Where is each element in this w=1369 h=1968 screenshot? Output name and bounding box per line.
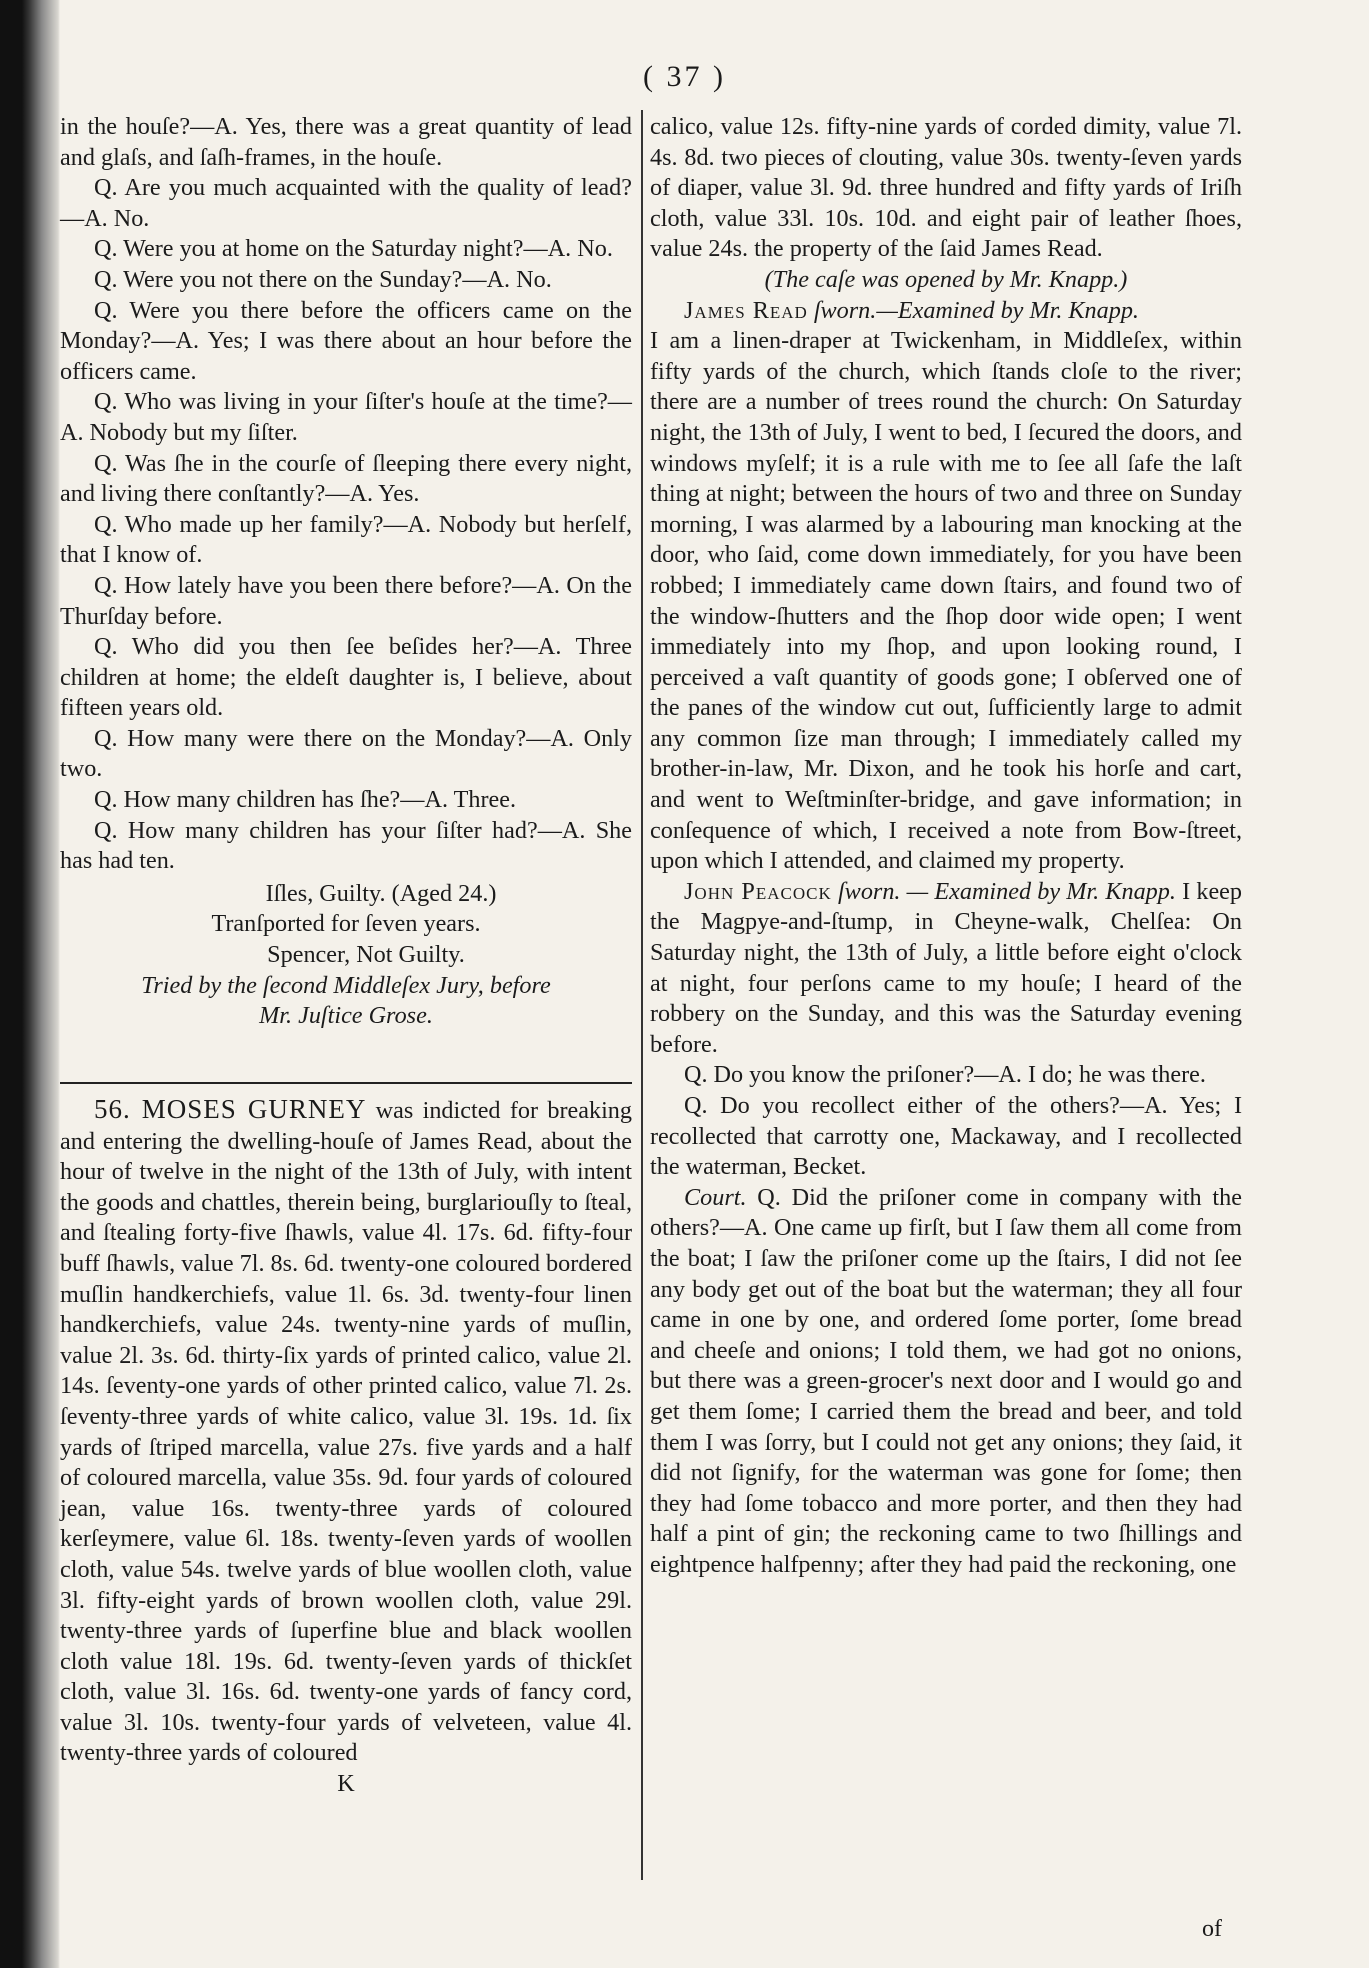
testimony-paragraph: Q. How many children has ſhe?—A. Three. <box>94 786 517 814</box>
case-block <box>60 1094 632 1800</box>
catchword: of <box>1202 1916 1222 1942</box>
case-heading: 56. MOSES GURNEY <box>94 1094 367 1124</box>
testimony-paragraph: Q. Were you not there on the Sunday?—A. No. <box>94 265 552 293</box>
sworn-note: ſworn. — Examined by Mr. Knapp. <box>831 877 1176 905</box>
right-column <box>650 112 1242 1581</box>
testimony-paragraph: Q. Are you much acquainted with the quality of lead?—A. No. <box>60 174 632 232</box>
court-paragraph <box>650 1183 1242 1581</box>
testimony-paragraph: Q. Were you at home on the Saturday night?—A. No. <box>94 235 613 263</box>
testimony-text: I keep the Magpye-and-ſtump, in Cheyne-walk, Chelſea: On Saturday night, the 13th of July, a little before eight o'clock at night, four perſons came to my houſe; I heard of the robbery on the Sunday, and this was the Saturday evening before. <box>650 877 1243 1058</box>
testimony-paragraph: Q. Were you there before the officers came on the Monday?—A. Yes; I was there about an hour before the officers came. <box>60 296 632 385</box>
sentence-line: Tranſported for ſeven years. <box>211 910 481 938</box>
witness-peacock-paragraph <box>650 877 1242 1061</box>
testimony-paragraph: in the houſe?—A. Yes, there was a great quantity of lead and glaſs, and ſaſh-frames, in the houſe. <box>60 113 632 171</box>
testimony-paragraph: I am a linen-draper at Twickenham, in Middleſex, within fifty yards of the church, which ſtands cloſe to the river; there are a number of trees round the church: On Saturday night, the 13th of July, I went to bed, I ſecured the doors, and windows myſelf; it is a rule with me to ſee all ſafe the laſt thing at night; between the hours of two and three on Sunday morning, I was alarmed by a labouring man knocking at the door, who ſaid, come down immediately, for you have been robbed; I immediately came down ſtairs, and found two of the window-ſhutters and the ſhop door wide open; I went immediately into my ſhop, and upon looking round, I perceived a vaſt quantity of goods gone; I obſerved one of the panes of the window cut out, ſufficiently large to admit any common ſize man through; I immediately called my brother-in-law, Mr. Dixon, and he took his horſe and cart, and went to Weſtminſter-bridge, and gave information; in conſequence of which, I received a note from Bow-ſtreet, upon which I attended, and claimed my property. <box>650 327 1242 875</box>
signature-mark: K <box>337 1770 355 1798</box>
witness-name: James Read <box>684 296 808 324</box>
testimony-paragraph: Q. How many were there on the Monday?—A. Only two. <box>60 724 632 783</box>
binding-shadow <box>0 0 60 1968</box>
column-divider <box>641 110 643 1880</box>
testimony-paragraph: Q. Who made up her family?—A. Nobody but herſelf, that I know of. <box>60 510 632 569</box>
verdict-line: Spencer, Not Guilty. <box>267 941 465 969</box>
page-number: ( 37 ) <box>643 60 726 93</box>
left-column <box>60 112 632 1032</box>
section-rule <box>60 1082 632 1084</box>
indictment-text: was indicted for breaking and entering the dwelling-houſe of James Read, about the hour of twelve in the night of the 13th of July, with intent the goods and chattles, therein being, burglariouſly to ſteal, and ſtealing forty-five ſhawls, value 4l. 17s. 6d. fifty-four buff ſhawls, value 7l. 8s. 6d. twenty-one coloured bordered muſlin handkerchiefs, value 1l. 6s. 3d. twenty-four linen handkerchiefs, value 24s. twenty-nine yards of muſlin, value 2l. 3s. 6d. thirty-ſix yards of printed calico, value 2l. 14s. ſeventy-one yards of other printed calico, value 7l. 2s. ſeventy-three yards of white calico, value 3l. 19s. 1d. ſix yards of ſtriped marcella, value 27s. five yards and a half of coloured marcella, value 35s. 9d. four yards of coloured jean, value 16s. twenty-three yards of coloured kerſeymere, value 6l. 18s. twenty-ſeven yards of woollen cloth, value 54s. twelve yards of blue woollen cloth, value 3l. fifty-eight yards of brown woollen cloth, value 29l. twenty-three yards of ſuperfine blue and black woollen cloth value 18l. 19s. 6d. twenty-ſeven yards of thickſet cloth, value 3l. 16s. 6d. twenty-one yards of fancy cord, value 3l. 10s. twenty-four yards of velveteen, value 4l. twenty-three yards of coloured <box>60 1097 632 1767</box>
case-opened-note: (The caſe was opened by Mr. Knapp.) <box>764 265 1128 293</box>
witness-read-heading <box>650 296 1242 327</box>
witness-name: John Peacock <box>684 877 832 905</box>
testimony-paragraph: Q. Who was living in your ſiſter's houſe at the time?—A. Nobody but my ſiſter. <box>60 388 632 446</box>
sworn-note: ſworn.—Examined by Mr. Knapp. <box>807 296 1139 324</box>
judge-line: Mr. Juſtice Grose. <box>259 1002 433 1030</box>
testimony-paragraph: Q. Do you recollect either of the others?—A. Yes; I recollected that carrotty one, Mackaway, and I recollected the waterman, Becket. <box>650 1092 1242 1181</box>
testimony-paragraph: Q. How lately have you been there before?—A. On the Thurſday before. <box>60 571 632 630</box>
testimony-paragraph: Q. Was ſhe in the courſe of ſleeping there every night, and living there conſtantly?—A. Yes. <box>60 449 632 508</box>
testimony-paragraph: Q. Do you know the priſoner?—A. I do; he was there. <box>684 1061 1206 1089</box>
testimony-text: Q. Did the priſoner come in company with the others?—A. One came up firſt, but I ſaw them all come from the boat; I ſaw the priſoner come up the ſtairs, I did not ſee any body get out of the boat but the waterman; they all four came in one by one, and ordered ſome porter, ſome bread and cheeſe and onions; I told them, we had got no onions, but there was a green-grocer's next door and I would go and get them ſome; I carried them the bread and beer, and told them I was ſorry, but I could not get any onions; they ſaid, it did not ſignify, for the waterman was gone for ſome; then they had ſome tobacco and more porter, and then they had half a pint of gin; the reckoning came to two ſhillings and eightpence halfpenny; after they had paid the reckoning, one <box>650 1183 1242 1578</box>
court-label: Court. <box>684 1183 747 1211</box>
indictment-paragraph <box>60 1094 632 1769</box>
jury-line: Tried by the ſecond Middleſex Jury, before <box>141 971 551 999</box>
verdict-block <box>60 879 632 1032</box>
testimony-paragraph: calico, value 12s. fifty-nine yards of corded dimity, value 7l. 4s. 8d. two pieces of clouting, value 30s. twenty-ſeven yards of diaper, value 3l. 9d. three hundred and fifty yards of Iriſh cloth, value 33l. 10s. 10d. and eight pair of leather ſhoes, value 24s. the property of the ſaid James Read. <box>650 113 1242 263</box>
verdict-line: Iſles, Guilty. (Aged 24.) <box>265 879 497 907</box>
testimony-paragraph: Q. Who did you then ſee beſides her?—A. Three children at home; the eldeſt daughter is, I believe, about fifteen years old. <box>60 633 632 722</box>
testimony-paragraph: Q. How many children has your ſiſter had?—A. She has had ten. <box>60 816 632 875</box>
